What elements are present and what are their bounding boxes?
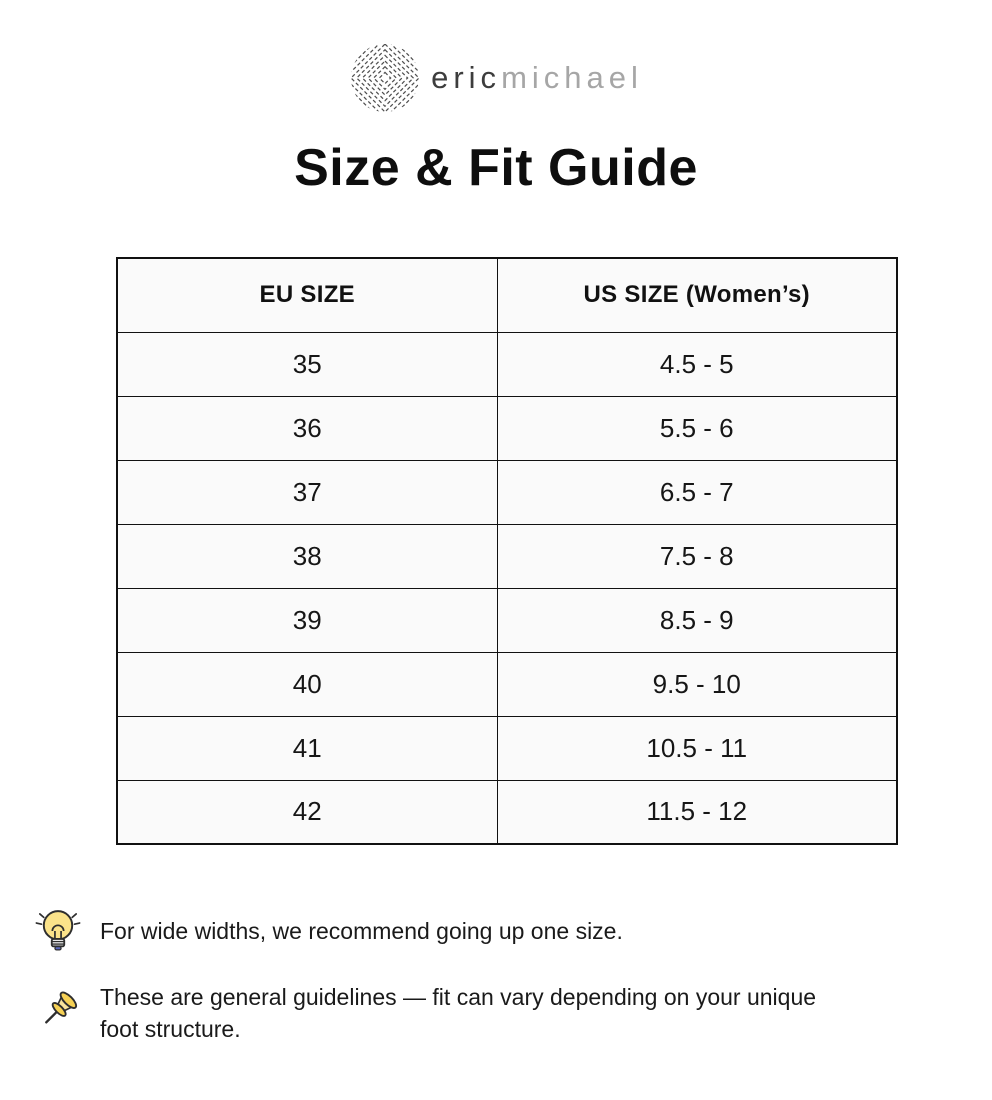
eu-size-cell: 35 — [117, 332, 497, 396]
notes-section — [30, 901, 962, 1045]
column-header-us-size: US SIZE (Women’s) — [497, 258, 897, 332]
us-size-cell: 11.5 - 12 — [497, 780, 897, 844]
table-row — [117, 716, 897, 780]
note-text — [100, 981, 816, 1045]
note-wide-widths — [30, 901, 962, 961]
us-size-cell: 8.5 - 9 — [497, 588, 897, 652]
eu-size-cell: 39 — [117, 588, 497, 652]
eu-size-cell: 38 — [117, 524, 497, 588]
table-header-row — [117, 258, 897, 332]
table-row — [117, 652, 897, 716]
brand-name-primary: eric — [431, 60, 502, 95]
size-table-container — [116, 257, 992, 845]
table-row — [117, 588, 897, 652]
table-row — [117, 460, 897, 524]
note-line: foot structure. — [100, 1016, 241, 1043]
lightbulb-icon — [30, 901, 86, 961]
us-size-cell: 5.5 - 6 — [497, 396, 897, 460]
brand-logo — [0, 0, 992, 114]
page-title: Size & Fit Guide — [294, 139, 698, 197]
brand-name-secondary: michael — [501, 60, 643, 95]
size-table — [116, 257, 898, 845]
eu-size-cell: 42 — [117, 780, 497, 844]
brand-logo-text — [431, 60, 643, 96]
brand-logo-icon — [349, 42, 421, 114]
us-size-cell: 6.5 - 7 — [497, 460, 897, 524]
eu-size-cell: 36 — [117, 396, 497, 460]
column-header-eu-size: EU SIZE — [117, 258, 497, 332]
us-size-cell: 10.5 - 11 — [497, 716, 897, 780]
table-row — [117, 396, 897, 460]
table-row — [117, 332, 897, 396]
pushpin-icon — [30, 983, 86, 1043]
eu-size-cell: 41 — [117, 716, 497, 780]
eu-size-cell: 40 — [117, 652, 497, 716]
table-row — [117, 780, 897, 844]
note-text: For wide widths, we recommend going up one size. — [100, 918, 623, 945]
eu-size-cell: 37 — [117, 460, 497, 524]
us-size-cell: 9.5 - 10 — [497, 652, 897, 716]
note-guidelines — [30, 981, 962, 1045]
note-line: These are general guidelines — fit can vary depending on your unique — [100, 984, 817, 1011]
us-size-cell: 7.5 - 8 — [497, 524, 897, 588]
table-row — [117, 524, 897, 588]
us-size-cell: 4.5 - 5 — [497, 332, 897, 396]
